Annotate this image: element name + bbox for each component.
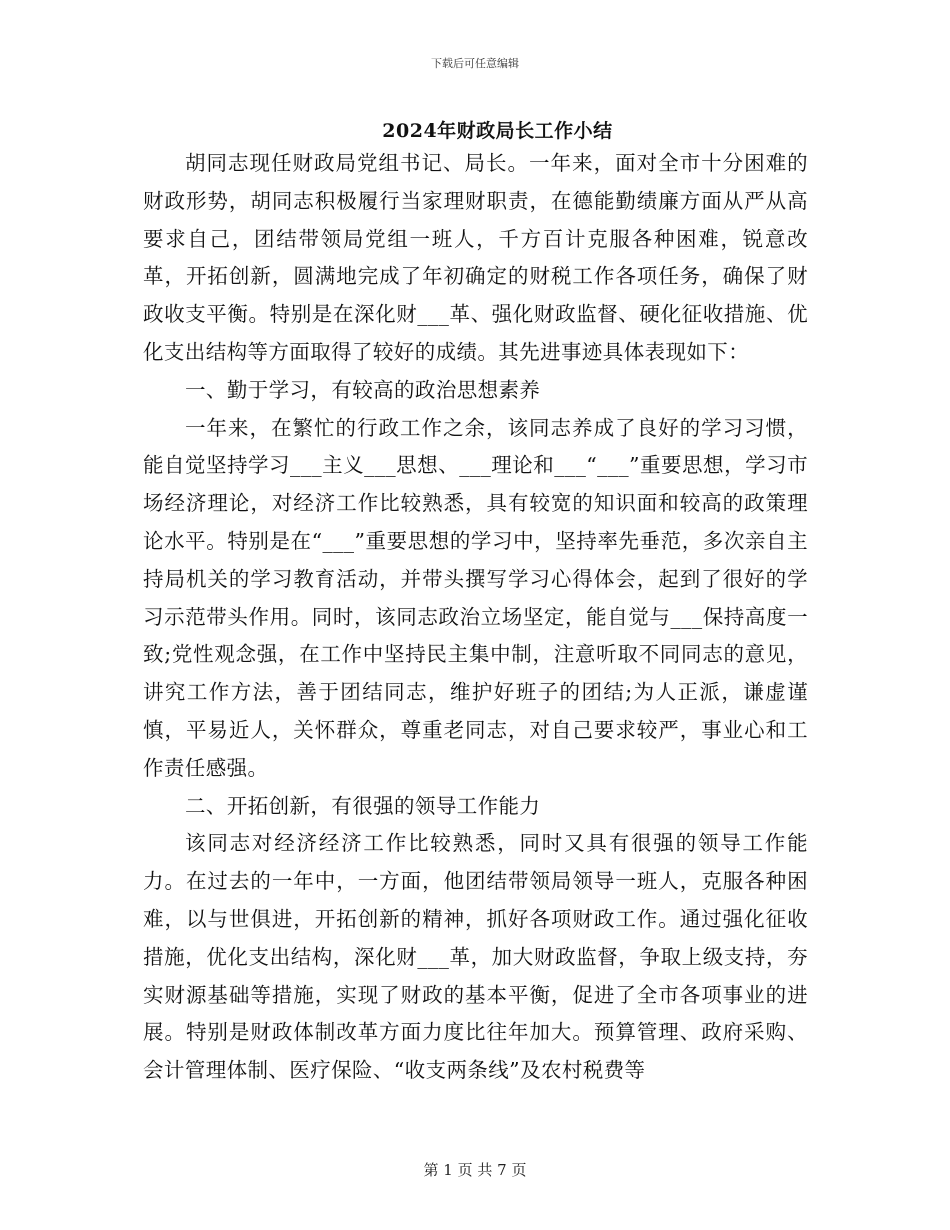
page-number: 第 1 页 共 7 页 (423, 1161, 527, 1179)
paragraph-leadership: 该同志对经济经济工作比较熟悉，同时又具有很强的领导工作能力。在过去的一年中，一方面，他团结带领局领导一班人，克服各种困难，以与世俱进，开拓创新的精神，抓好各项财政工作。通过强化征收措施，优化支出结构，深化财___革，加大财政监督，争取上级支持，夯实财源基础等措施，实现了财政的基本平衡，促进了全市各项事业的进展。特别是财政体制改革方面力度比往年加大。预算管理、政府采购、会计管理体制、医疗保险、“收支两条线”及农村税费等 (143, 831, 808, 1083)
header-note: 下载后可任意编辑 (431, 57, 519, 70)
section-heading-2: 二、开拓创新，有很强的领导工作能力 (185, 793, 541, 818)
paragraph-study: 一年来，在繁忙的行政工作之余，该同志养成了良好的学习习惯，能自觉坚持学习___主义___思想、___理论和___“___”重要思想，学习市场经济理论，对经济工作比较熟悉，具有较宽的知识面和较高的政策理论水平。特别是在“___”重要思想的学习中，坚持率先垂范，多次亲自主持局机关的学习教育活动，并带头撰写学习心得体会，起到了很好的学习示范带头作用。同时，该同志政治立场坚定，能自觉与___保持高度一致;党性观念强，在工作中坚持民主集中制，注意听取不同同志的意见，讲究工作方法，善于团结同志，维护好班子的团结;为人正派，谦虚谨慎，平易近人，关怀群众，尊重老同志，对自己要求较严，事业心和工作责任感强。 (143, 415, 808, 780)
document-body (143, 145, 808, 1090)
section-heading-1: 一、勤于学习，有较高的政治思想素养 (185, 377, 541, 402)
document-title: 2024年财政局长工作小结 (382, 120, 613, 142)
paragraph-intro: 胡同志现任财政局党组书记、局长。一年来，面对全市十分困难的财政形势，胡同志积极履行当家理财职责，在德能勤绩廉方面从严从高要求自己，团结带领局党组一班人，千方百计克服各种困难，锐意改革，开拓创新，圆满地完成了年初确定的财税工作各项任务，确保了财政收支平衡。特别是在深化财___革、强化财政监督、硬化征收措施、优化支出结构等方面取得了较好的成绩。其先进事迹具体表现如下： (143, 151, 808, 364)
